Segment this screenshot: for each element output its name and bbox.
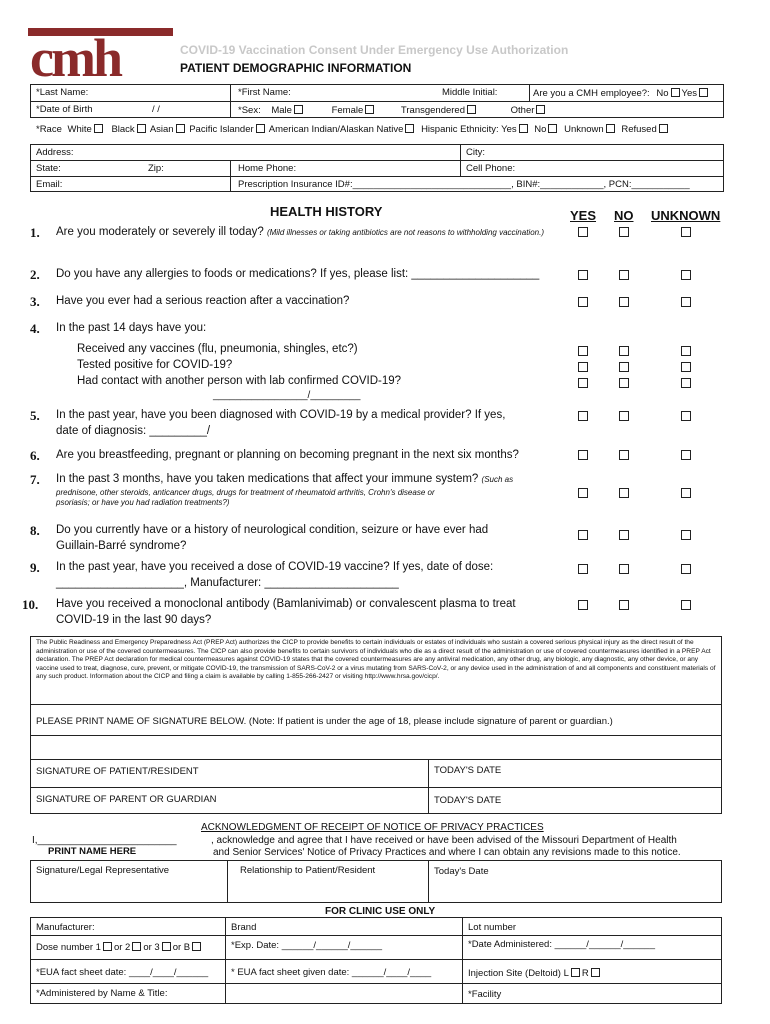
q7-note-c: psoriasis; or have you had radiation treatments?) [56, 498, 230, 507]
q6-yes-checkbox[interactable] [578, 450, 588, 460]
asian-label: Asian [149, 124, 174, 135]
injection-site-row [468, 968, 602, 979]
todays-date-2-label[interactable]: TODAY'S DATE [434, 795, 502, 806]
q5-line-a: In the past year, have you been diagnosed with COVID-19 by a medical provider? If yes, [56, 409, 506, 421]
transgendered-checkbox[interactable] [467, 105, 476, 114]
city-label[interactable]: City: [466, 147, 485, 158]
q9-unknown-checkbox[interactable] [681, 564, 691, 574]
black-checkbox[interactable] [137, 124, 146, 133]
dose-number-label: Dose number 1 [36, 942, 101, 953]
employee-no-checkbox[interactable] [671, 88, 680, 97]
black-label: Black [111, 124, 135, 135]
q10-unknown-checkbox[interactable] [681, 600, 691, 610]
lot-number-field[interactable]: Lot number [468, 922, 517, 933]
q8-number: 8. [30, 523, 40, 538]
q4b-no-checkbox[interactable] [619, 362, 629, 372]
q3-text: Have you ever had a serious reaction after a vaccination? [56, 295, 350, 307]
dose-number-row [36, 942, 203, 953]
q4-date-line[interactable]: _________________/_________ [213, 390, 361, 401]
q10-number: 10. [22, 597, 39, 612]
hispanic-yes-checkbox[interactable] [519, 124, 528, 133]
race-row [36, 124, 670, 135]
q7-no-checkbox[interactable] [619, 488, 629, 498]
hispanic-no-checkbox[interactable] [548, 124, 557, 133]
privacy-todays-date-label[interactable]: Today's Date [434, 866, 489, 877]
cell-phone-label[interactable]: Cell Phone: [466, 163, 516, 174]
female-checkbox[interactable] [365, 105, 374, 114]
male-checkbox[interactable] [294, 105, 303, 114]
q1-note: (Mild illnesses or taking antibiotics are not reasons to withholding vaccination.) [266, 228, 544, 237]
american-indian-label: American Indian/Alaskan Native [268, 124, 404, 135]
american-indian-checkbox[interactable] [405, 124, 414, 133]
hispanic-unknown-checkbox[interactable] [606, 124, 615, 133]
q9-yes-checkbox[interactable] [578, 564, 588, 574]
q4-text: In the past 14 days have you: [56, 322, 207, 334]
q1-yes-checkbox[interactable] [578, 227, 588, 237]
hispanic-unknown-label: Unknown [564, 124, 604, 135]
zip-label[interactable]: Zip: [148, 163, 164, 174]
q6-text: Are you breastfeeding, pregnant or planning on becoming pregnant in the next six months? [56, 449, 519, 461]
q9-line-b[interactable]: ____________________, Manufacturer: _____________________ [56, 577, 399, 589]
q7-note-b: prednisone, other steroids, anticancer drugs, drugs for treatment of rheumatoid arthritis, Crohn's disease or [56, 488, 435, 497]
q4b-text: Tested positive for COVID-19? [77, 359, 233, 371]
q5-unknown-checkbox[interactable] [681, 411, 691, 421]
employee-label: Are you a CMH employee?: [533, 88, 650, 99]
todays-date-1-label[interactable]: TODAY'S DATE [434, 765, 502, 776]
q7-question: In the past 3 months, have you taken medications that affect your immune system? [56, 473, 479, 485]
white-checkbox[interactable] [94, 124, 103, 133]
section-title: PATIENT DEMOGRAPHIC INFORMATION [180, 61, 412, 75]
q5-yes-checkbox[interactable] [578, 411, 588, 421]
col-no: NO [614, 208, 634, 223]
q2-yes-checkbox[interactable] [578, 270, 588, 280]
q4a-no-checkbox[interactable] [619, 346, 629, 356]
q3-no-checkbox[interactable] [619, 297, 629, 307]
q4-number: 4. [30, 321, 40, 336]
state-label[interactable]: State: [36, 163, 61, 174]
print-name-instruction: PLEASE PRINT NAME OF SIGNATURE BELOW. (Note: If patient is under the age of 18, please include signature of parent or guardian.) [36, 716, 613, 727]
asian-checkbox[interactable] [176, 124, 185, 133]
date-administered-field[interactable]: *Date Administered: ______/______/______ [468, 939, 655, 950]
legal-representative-label[interactable]: Signature/Legal Representative [36, 865, 170, 876]
col-yes: YES [570, 208, 597, 223]
prep-act-text: The Public Readiness and Emergency Preparedness Act (PREP Act) authorizes the CICP to provide benefits to certain individuals or estates of individuals who sustain a covered serious physical injury as the direct result of the administration or use of the covered countermeasures. The CICP can also provide benefits to certain survivors of individuals who die as a direct result of the administration or use of covered countermeasures identified in a PREP Act declaration. The PREP Act declaration for medical countermeasures against COVID-19 states that the covered countermeasures are any antiviral medication, any other drug, any biologic, any diagnostic, any other device, or any vaccine used to treat, diagnose, cure, prevent, or mitigate COVID-19, the transmission of SARS-CoV-2 or a virus mutating from SARS-CoV-2, or any device used in the administration of and all components and constituent materials of any such product. Information about the CICP and filing a claim is available by calling 1-855-266-2427 or visiting http://www.hrsa.gov/cicp/. [36, 639, 716, 681]
q7-unknown-checkbox[interactable] [681, 488, 691, 498]
q4a-text: Received any vaccines (flu, pneumonia, shingles, etc?) [77, 343, 358, 355]
site-left-checkbox[interactable] [571, 968, 580, 977]
dose-or3-label: or 3 [143, 942, 160, 953]
q8-yes-checkbox[interactable] [578, 530, 588, 540]
hispanic-refused-label: Refused [621, 124, 657, 135]
q8-no-checkbox[interactable] [619, 530, 629, 540]
q7-text [56, 472, 513, 488]
last-name-label[interactable]: *Last Name: [36, 87, 89, 98]
brand-field[interactable]: Brand [231, 922, 257, 933]
dose-3-checkbox[interactable] [162, 942, 171, 951]
health-history-title: HEALTH HISTORY [270, 204, 383, 219]
q4c-no-checkbox[interactable] [619, 378, 629, 388]
q5-number: 5. [30, 408, 40, 423]
middle-initial-label[interactable]: Middle Initial: [442, 87, 498, 98]
manufacturer-field[interactable]: Manufacturer: [36, 922, 95, 933]
privacy-name-blank[interactable]: I,_________________________ [32, 835, 177, 846]
q7-note-a: (Such as [481, 475, 514, 484]
q7-yes-checkbox[interactable] [578, 488, 588, 498]
print-name-field[interactable] [30, 759, 722, 760]
home-phone-label[interactable]: Home Phone: [238, 163, 297, 174]
site-right-checkbox[interactable] [591, 968, 600, 977]
q4c-unknown-checkbox[interactable] [681, 378, 691, 388]
cmh-logo [28, 26, 173, 80]
dob-label[interactable]: *Date of Birth [36, 104, 93, 115]
dose-or2-label: or 2 [113, 942, 131, 953]
hispanic-label: Hispanic Ethnicity: [421, 124, 499, 135]
exp-date-field[interactable]: *Exp. Date: ______/______/______ [231, 940, 383, 951]
injection-site-label: Injection Site (Deltoid) L [468, 968, 569, 979]
pacific-checkbox[interactable] [256, 124, 265, 133]
insurance-label[interactable]: Prescription Insurance ID#:______________________________, BIN#:____________, PCN:___________ [238, 179, 690, 190]
q3-unknown-checkbox[interactable] [681, 297, 691, 307]
privacy-line-1: , acknowledge and agree that I have received or have been advised of the Missouri Department of Health [211, 835, 677, 846]
other-checkbox[interactable] [536, 105, 545, 114]
dose-2-checkbox[interactable] [132, 942, 141, 951]
first-name-label[interactable]: *First Name: [238, 87, 291, 98]
race-label: *Race [36, 124, 62, 135]
cmh-logo-graphic [28, 26, 173, 80]
q4a-unknown-checkbox[interactable] [681, 346, 691, 356]
address-label[interactable]: Address: [36, 147, 74, 158]
col-unknown: UNKNOWN [651, 208, 721, 223]
q1-text [56, 225, 556, 241]
relationship-label[interactable]: Relationship to Patient/Resident [240, 865, 376, 876]
q4a-yes-checkbox[interactable] [578, 346, 588, 356]
q8-line-a: Do you currently have or a history of neurological condition, seizure or have ever had [56, 524, 489, 536]
q9-line-a: In the past year, have you received a dose of COVID-19 vaccine? If yes, date of dose: [56, 561, 494, 573]
dob-slashes: / / [152, 104, 160, 115]
signature-parent-label[interactable]: SIGNATURE OF PARENT OR GUARDIAN [36, 794, 217, 805]
facility-field[interactable]: *Facility [468, 989, 502, 1000]
employee-no-label: No [656, 88, 669, 99]
other-label: Other [510, 105, 535, 116]
clinic-title: FOR CLINIC USE ONLY [325, 906, 436, 917]
hispanic-no-label: No [534, 124, 547, 135]
q7-number: 7. [30, 472, 40, 487]
q2-unknown-checkbox[interactable] [681, 270, 691, 280]
pacific-label: Pacific Islander [189, 124, 254, 135]
q10-line-b: COVID-19 in the last 90 days? [56, 614, 212, 626]
email-label[interactable]: Email: [36, 179, 63, 190]
form-title: COVID-19 Vaccination Consent Under Emergency Use Authorization [180, 43, 569, 57]
employee-yes-checkbox[interactable] [699, 88, 708, 97]
q1-number: 1. [30, 225, 40, 240]
signature-patient-label[interactable]: SIGNATURE OF PATIENT/RESIDENT [36, 766, 199, 777]
q8-line-b: Guillain-Barré syndrome? [56, 540, 187, 552]
q9-number: 9. [30, 560, 40, 575]
administered-by-field[interactable]: *Administered by Name & Title: [36, 988, 168, 999]
privacy-line-2: and Senior Services' Notice of Privacy Practices and where I can obtain any revisions made to this notice. [213, 847, 681, 858]
q3-number: 3. [30, 294, 40, 309]
q4b-yes-checkbox[interactable] [578, 362, 588, 372]
site-right-label: R [581, 968, 589, 979]
q6-unknown-checkbox[interactable] [681, 450, 691, 460]
q10-line-a: Have you received a monoclonal antibody (Bamlanivimab) or convalescent plasma to treat [56, 598, 516, 610]
dose-1-checkbox[interactable] [103, 942, 112, 951]
sex-row [238, 105, 547, 116]
hispanic-yes-label: Yes [501, 124, 517, 135]
female-label: Female [331, 105, 364, 116]
employee-yes-label: Yes [681, 88, 697, 99]
q6-number: 6. [30, 448, 40, 463]
male-label: Male [271, 105, 292, 116]
q6-no-checkbox[interactable] [619, 450, 629, 460]
q1-unknown-checkbox[interactable] [681, 227, 691, 237]
dose-b-checkbox[interactable] [192, 942, 201, 951]
transgendered-label: Transgendered [400, 105, 466, 116]
hispanic-refused-checkbox[interactable] [659, 124, 668, 133]
q8-unknown-checkbox[interactable] [681, 530, 691, 540]
white-label: White [67, 124, 92, 135]
q1-question: Are you moderately or severely ill today? [56, 226, 264, 238]
logo-text: cmh [30, 28, 120, 80]
q5-line-b[interactable]: date of diagnosis: _________/ [56, 425, 211, 437]
q4c-text: Had contact with another person with lab confirmed COVID-19? [77, 375, 402, 387]
eua-given-date-field[interactable]: * EUA fact sheet given date: ______/____/____ [231, 967, 432, 978]
q5-no-checkbox[interactable] [619, 411, 629, 421]
q10-no-checkbox[interactable] [619, 600, 629, 610]
q9-no-checkbox[interactable] [619, 564, 629, 574]
sex-label: *Sex: [238, 105, 261, 116]
print-name-here-label: PRINT NAME HERE [48, 846, 137, 857]
q10-yes-checkbox[interactable] [578, 600, 588, 610]
q2-text[interactable]: Do you have any allergies to foods or medications? If yes, please list: ____________________ [56, 268, 540, 280]
dose-orb-label: or B [172, 942, 191, 953]
employee-question [533, 88, 710, 99]
q4c-yes-checkbox[interactable] [578, 378, 588, 388]
q3-yes-checkbox[interactable] [578, 297, 588, 307]
privacy-title: ACKNOWLEDGMENT OF RECEIPT OF NOTICE OF PRIVACY PRACTICES [201, 822, 544, 833]
q2-number: 2. [30, 267, 40, 282]
eua-fact-sheet-date-field[interactable]: *EUA fact sheet date: ____/____/______ [36, 967, 209, 978]
q4b-unknown-checkbox[interactable] [681, 362, 691, 372]
q2-no-checkbox[interactable] [619, 270, 629, 280]
q1-no-checkbox[interactable] [619, 227, 629, 237]
